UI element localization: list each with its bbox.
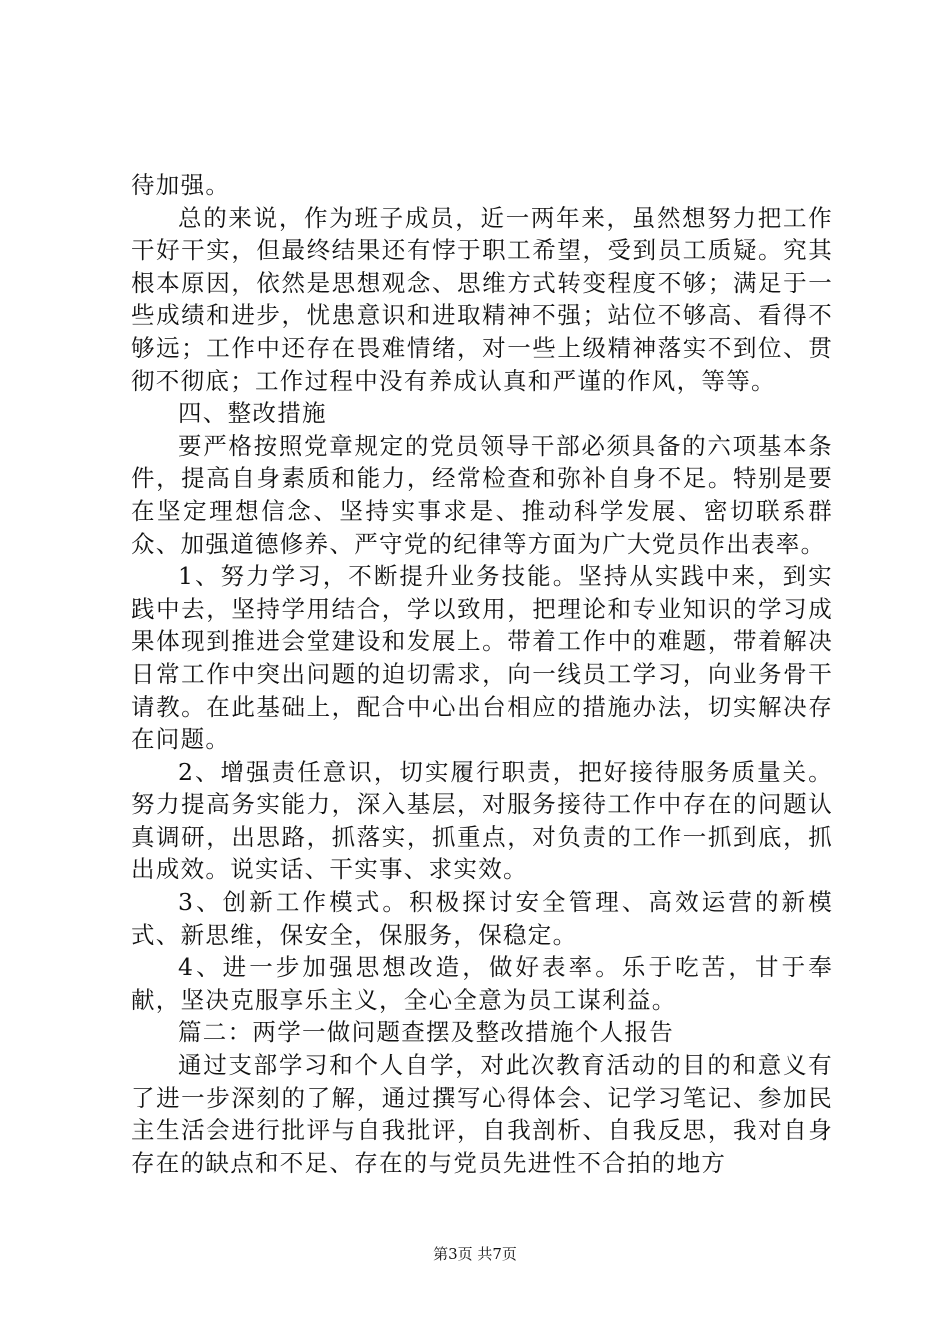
paragraph-summary: 总的来说，作为班子成员，近一两年来，虽然想努力把工作干好干实，但最终结果还有悖于职工希望，受到员工质疑。究其根本原因，依然是思想观念、思维方式转变程度不够；满足于一些成绩和进步，忧患意识和进取精神不强；站位不够高、看得不够远；工作中还存在畏难情绪，对一些上级精神落实不到位、贯彻不彻底；工作过程中没有养成认真和严谨的作风，等等。 (131, 203, 833, 395)
paragraph-measure-4: 4、进一步加强思想改造，做好表率。乐于吃苦，甘于奉献，坚决克服享乐主义，全心全意为员工谋利益。 (131, 953, 833, 1014)
paragraph-measure-2: 2、增强责任意识，切实履行职责，把好接待服务质量关。努力提高务实能力，深入基层，对服务接待工作中存在的问题认真调研，出思路，抓落实，抓重点，对负责的工作一抓到底，抓出成效。说实话、干实事、求实效。 (131, 757, 833, 884)
paragraph-continuation: 待加强。 (131, 171, 231, 199)
paragraph-measure-1: 1、努力学习，不断提升业务技能。坚持从实践中来，到实践中去，坚持学用结合，学以致用，把理论和专业知识的学习成果体现到推进会堂建设和发展上。带着工作中的难题，带着解决日常工作中突出问题的迫切需求，向一线员工学习，向业务骨干请教。在此基础上，配合中心出台相应的措施办法，切实解决存在问题。 (131, 562, 833, 754)
section-heading-part-two: 篇二：两学一做问题查摆及整改措施个人报告 (178, 1018, 674, 1047)
paragraph-requirements: 要严格按照党章规定的党员领导干部必须具备的六项基本条件，提高自身素质和能力，经常检查和弥补自身不足。特别是要在坚定理想信念、坚持实事求是、推动科学发展、密切联系群众、加强道德修养、严守党的纪律等方面为广大党员作出表率。 (131, 431, 833, 558)
page-number-footer: 第3页 共7页 (433, 1245, 517, 1263)
paragraph-part-two-intro: 通过支部学习和个人自学，对此次教育活动的目的和意义有了进一步深刻的了解，通过撰写心得体会、记学习笔记、参加民主生活会进行批评与自我批评，自我剖析、自我反思，我对自身存在的缺点和不足、存在的与党员先进性不合拍的地方 (131, 1051, 833, 1177)
paragraph-measure-3: 3、创新工作模式。积极探讨安全管理、高效运营的新模式、新思维，保安全，保服务，保稳定。 (131, 888, 833, 949)
section-heading-rectification: 四、整改措施 (178, 399, 327, 428)
document-body (131, 169, 833, 1179)
